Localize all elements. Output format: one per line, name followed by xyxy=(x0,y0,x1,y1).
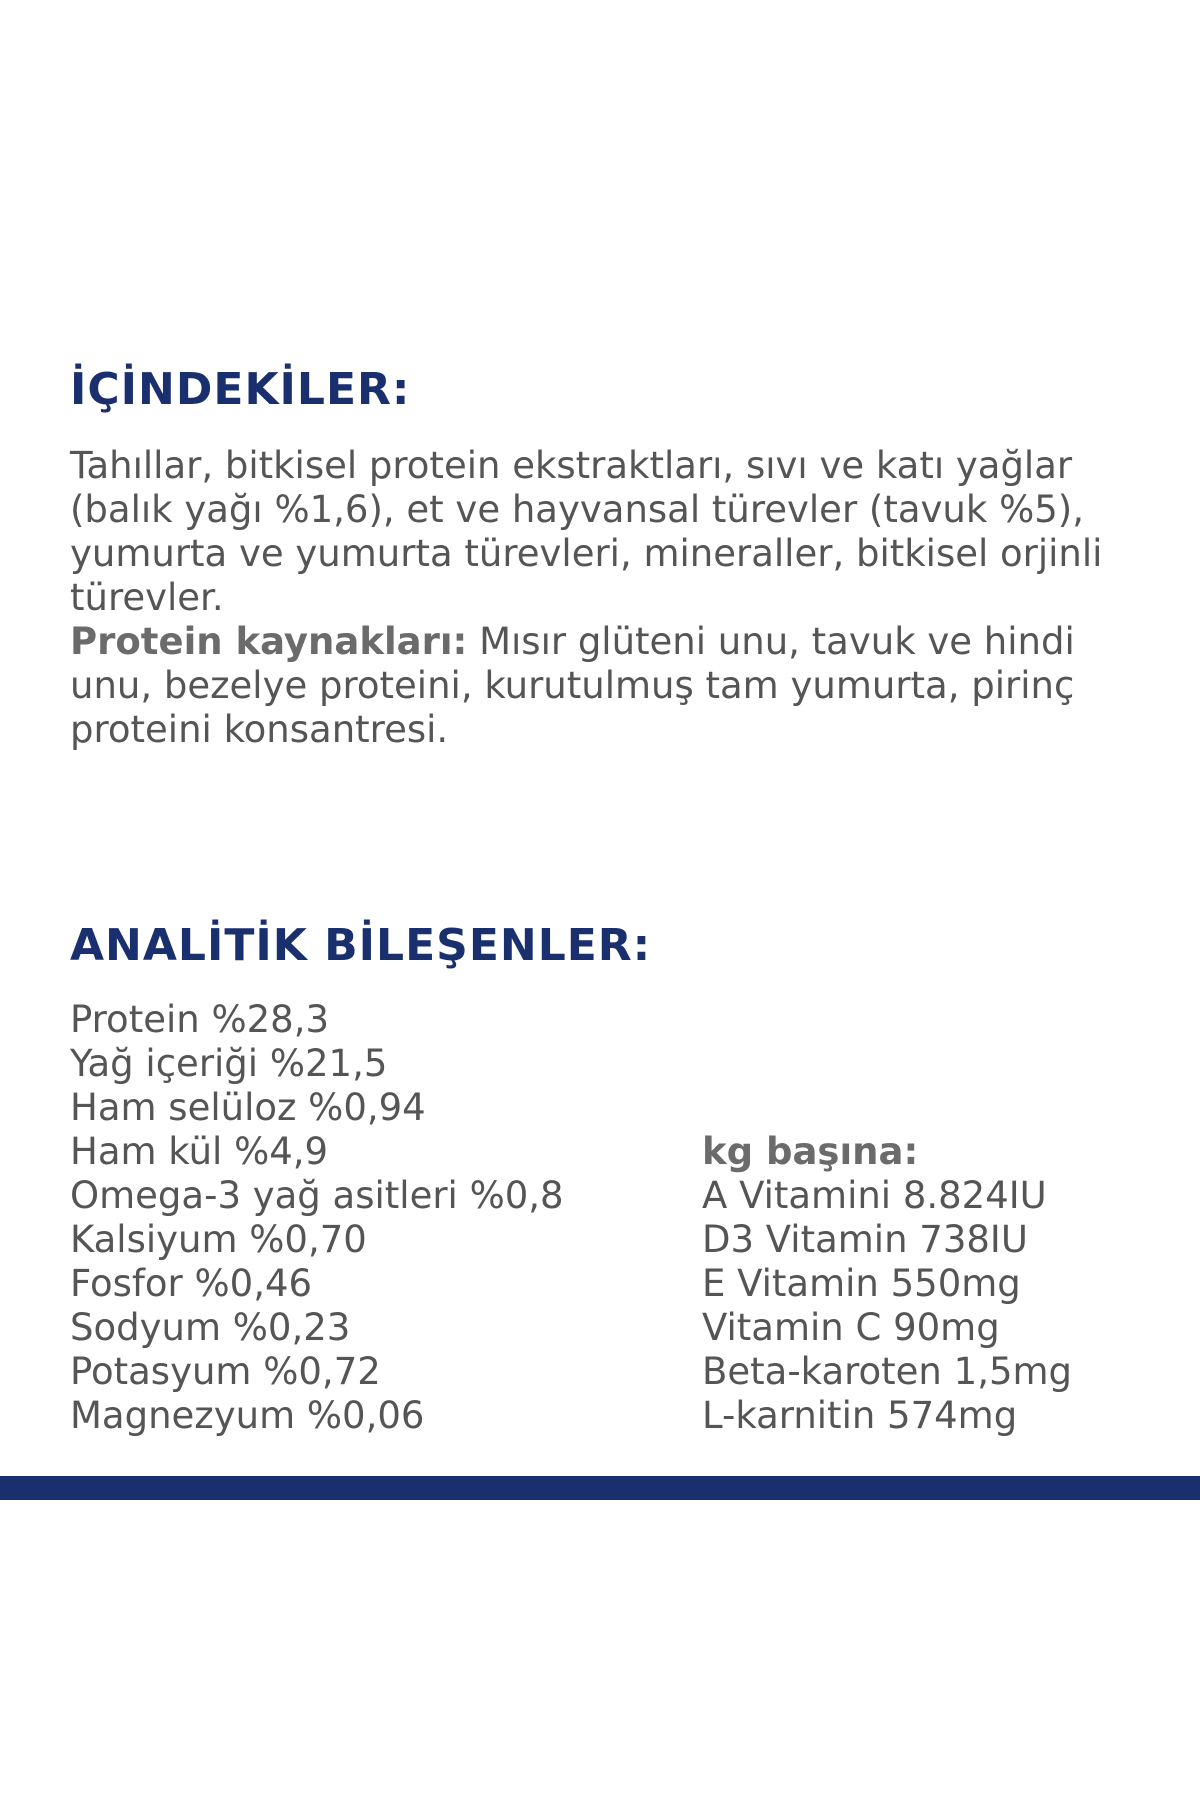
vitamin-item: E Vitamin 550mg xyxy=(702,1262,1021,1305)
per-kg-list xyxy=(702,1130,1162,1438)
analytic-item: Magnezyum %0,06 xyxy=(70,1394,425,1437)
ingredients-heading: İÇİNDEKİLER: xyxy=(70,364,411,415)
analytic-item: Sodyum %0,23 xyxy=(70,1306,351,1349)
per-kg-label: kg başına: xyxy=(702,1130,919,1173)
protein-sources-label: Protein kaynakları: xyxy=(70,620,468,663)
analytic-item: Omega-3 yağ asitleri %0,8 xyxy=(70,1174,564,1217)
analytic-left-list xyxy=(70,998,670,1438)
analytic-item: Yağ içeriği %21,5 xyxy=(70,1042,388,1085)
analytic-item: Ham selüloz %0,94 xyxy=(70,1086,426,1129)
protein-sources xyxy=(70,620,1150,752)
vitamin-item: Beta-karoten 1,5mg xyxy=(702,1350,1073,1393)
analytic-item: Ham kül %4,9 xyxy=(70,1130,329,1173)
vitamin-item: Vitamin C 90mg xyxy=(702,1306,1000,1349)
vitamin-item: A Vitamini 8.824IU xyxy=(702,1174,1047,1217)
analytic-item: Fosfor %0,46 xyxy=(70,1262,313,1305)
ingredients-paragraph: Tahıllar, bitkisel protein ekstraktları, sıvı ve katı yağlar (balık yağı %1,6), et ve hayvansal türevler (tavuk %5), yumurta ve yumurta türevleri, mineraller, bitkisel orjinli türevler. xyxy=(70,444,1103,619)
vitamin-item: L-karnitin 574mg xyxy=(702,1394,1018,1437)
bottom-divider-bar xyxy=(0,1476,1200,1500)
protein-sources-text: Mısır glüteni unu, tavuk ve hindi unu, bezelye proteini, kurutulmuş tam yumurta, pirinç proteini konsantresi. xyxy=(70,620,1075,751)
analytic-item: Kalsiyum %0,70 xyxy=(70,1218,367,1261)
vitamin-item: D3 Vitamin 738IU xyxy=(702,1218,1028,1261)
ingredients-text xyxy=(70,444,1150,752)
analytic-item: Potasyum %0,72 xyxy=(70,1350,381,1393)
analytic-heading: ANALİTİK BİLEŞENLER: xyxy=(70,920,652,971)
analytic-item: Protein %28,3 xyxy=(70,998,329,1041)
